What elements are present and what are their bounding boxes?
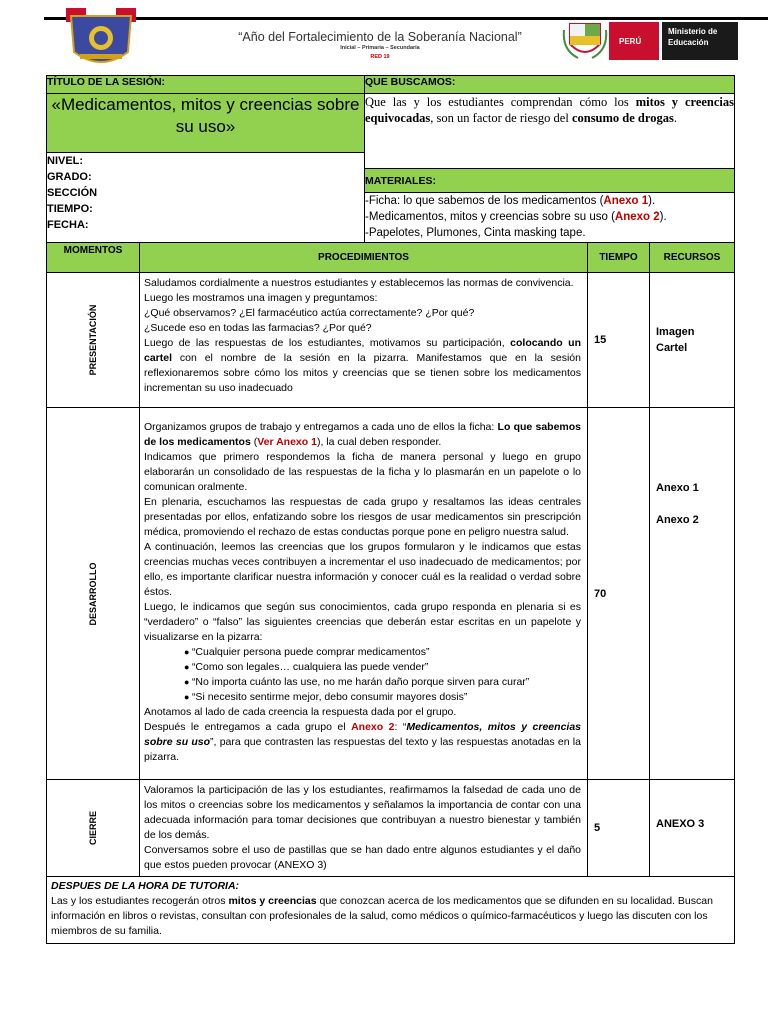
proc-text: A continuación, leemos las creencias que los grupos formularon y le indicamos que estas creencias muchas veces contribuyen a incrementar el uso inadecuado de medicamentos; por ello, es importante clarificar nuestra información y conocer cuál es la realidad o verdad sobre éstos.: [144, 541, 581, 598]
procedure-presentacion: [140, 273, 588, 408]
material-2: -Medicamentos, mitos y creencias sobre su uso (Anexo 2).: [365, 211, 667, 223]
resource-item: Anexo 2: [656, 514, 699, 526]
annex-1-ref: Anexo 1: [603, 195, 649, 207]
procedure-desarrollo: [140, 408, 588, 780]
time-cierre: 5: [588, 780, 650, 877]
ministry-line-1: Ministerio de: [668, 27, 718, 36]
annex-1-ref: Ver Anexo 1: [257, 436, 317, 448]
proc-text: ¿Sucede eso en todas las farmacias? ¿Por qué?: [144, 322, 372, 334]
education-levels: Inicial – Primaria – Secundaria: [340, 45, 420, 51]
phase-cierre: [47, 780, 140, 877]
resource-item: Cartel: [656, 342, 688, 354]
header-rule: [44, 17, 768, 20]
proc-text: Conversamos sobre el uso de pastillas que se han dado entre algunos estudiantes y el daño que estos pueden provocar (ANEXO 3): [144, 844, 581, 871]
peru-label: PERÚ: [609, 22, 659, 60]
proc-text: Saludamos cordialmente a nuestros estudiantes y establecemos las normas de convivencia.: [144, 277, 574, 289]
goal-label: QUE BUSCAMOS:: [365, 76, 735, 94]
after-text: Las y los estudiantes recogerán otros mitos y creencias que conozcan acerca de los medicamentos que se difunden en su localidad. Buscan información en libros o revistas, consultan con profesionales de la salud, como médicos o químico-farmacéuticos y luego las discuten con los miembros de su familia.: [51, 895, 713, 937]
field-tiempo: TIEMPO:: [47, 203, 93, 215]
session-title: «Medicamentos, mitos y creencias sobre su uso»: [47, 94, 365, 153]
title-label: TÍTULO DE LA SESIÓN:: [47, 76, 365, 94]
goal-emphasis-drugs: consumo de drogas: [571, 111, 674, 125]
procedure-cierre: [140, 780, 588, 877]
belief-item: ● “Como son legales… cualquiera las puede vender”: [184, 660, 581, 675]
after-tutoring: [47, 877, 735, 944]
material-1: -Ficha: lo que sabemos de los medicamentos (Anexo 1).: [365, 195, 656, 207]
after-heading: DESPUES DE LA HORA DE TUTORIA:: [51, 880, 240, 892]
phase-label: PRESENTACIÓN: [88, 304, 98, 376]
resources-desarrollo: [650, 408, 735, 780]
proc-text: Anotamos al lado de cada creencia la respuesta dada por el grupo.: [144, 706, 457, 718]
annex-2-ref: Anexo 2: [614, 211, 660, 223]
beliefs-list: [144, 645, 581, 705]
proc-text: Luego les mostramos una imagen y preguntamos:: [144, 292, 378, 304]
time-desarrollo: 70: [588, 408, 650, 780]
belief-item: ● “No importa cuánto las use, no me harán daño porque sirven para curar”: [184, 675, 581, 690]
goal-text: Que las y los estudiantes comprendan cómo los: [365, 95, 636, 109]
proc-text: Valoramos la participación de las y los estudiantes, reafirmamos la falsedad de cada uno de los mitos o creencias sobre los medicamentos y señalamos la importancia de contar con una adecuada información para tomar decisiones que contribuyan a nuestro bienestar y también de los demás.: [144, 784, 581, 841]
materials-list: [365, 193, 735, 243]
session-fields: [47, 153, 365, 243]
proc-text: Luego de las respuestas de los estudiantes, motivamos su participación, colocando un cartel con el nombre de la sesión en la pizarra. Manifestamos que en la sesión reflexionaremos sobre cómo los mitos y creencias que se tienen sobre los medicamentos incrementan su uso inadecuado: [144, 337, 582, 394]
header-motto-block: [200, 30, 560, 60]
belief-item: ● “Si necesito sentirme mejor, debo consumir mayores dosis”: [184, 690, 581, 705]
proc-text: En plenaria, escuchamos las respuestas de cada grupo y resaltamos las ideas centrales presentadas por ellos, enfatizando sobre los riesgos de usar medicamentos sin prescripción médica, promoviendo el rechazo de estas conductas porque pone en peligro nuestra salud.: [144, 496, 581, 538]
row-desarrollo: [47, 408, 735, 780]
field-nivel: NIVEL:: [47, 155, 84, 167]
session-table: [46, 75, 735, 944]
goal-text-2: , son un factor de riesgo del: [430, 111, 572, 125]
field-seccion: SECCIÓN: [47, 187, 98, 199]
proc-text: Indicamos que primero respondemos la ficha de manera personal y luego en grupo elaborarán un consolidado de las respuestas de la ficha y lo plasmarán en un papelote o lo comunican oralmente.: [144, 451, 581, 493]
phase-label: CIERRE: [88, 810, 98, 846]
annex-2-ref: Anexo 2: [351, 721, 395, 733]
col-procedures: PROCEDIMIENTOS: [140, 243, 588, 273]
session-goal: [365, 94, 735, 169]
materials-label: MATERIALES:: [365, 169, 735, 193]
col-time: TIEMPO: [588, 243, 650, 273]
row-presentacion: [47, 273, 735, 408]
time-presentacion: 15: [588, 273, 650, 408]
row-after-tutoring: [47, 877, 735, 944]
phase-presentacion: [47, 273, 140, 408]
col-moments: MOMENTOS: [47, 243, 140, 273]
goal-period: .: [673, 111, 677, 125]
resource-item: Imagen: [656, 326, 695, 338]
proc-text: Organizamos grupos de trabajo y entregamos a cada uno de ellos la ficha: Lo que sabemos de los medicamentos (Ver Anexo 1), la cual deben responder.: [144, 421, 582, 448]
resources-presentacion: [650, 273, 735, 408]
field-grado: GRADO:: [47, 171, 92, 183]
col-resources: RECURSOS: [650, 243, 735, 273]
phase-desarrollo: [47, 408, 140, 780]
resource-item: Anexo 1: [656, 482, 699, 494]
ministry-line-2: Educación: [668, 38, 709, 47]
proc-text: ¿Qué observamos? ¿El farmacéutico actúa correctamente? ¿Por qué?: [144, 307, 475, 319]
belief-item: ● “Cualquier persona puede comprar medicamentos”: [184, 645, 581, 660]
phase-label: DESARROLLO: [88, 562, 98, 625]
proc-text: Después le entregamos a cada grupo el Anexo 2: “Medicamentos, mitos y creencias sobre su uso”, para que contrasten las respuestas del texto y las respuestas anotadas en la pizarra.: [144, 721, 582, 763]
school-crest-icon: [66, 8, 136, 72]
ministry-label: [662, 22, 738, 60]
peru-shield-icon: [562, 20, 608, 62]
network-code: RED 19: [370, 54, 390, 60]
goal-emphasis-myths: mitos y creencias equivocadas: [365, 95, 735, 125]
row-cierre: [47, 780, 735, 877]
material-3: -Papelotes, Plumones, Cinta masking tape.: [365, 227, 586, 239]
proc-text: Luego, le indicamos que según sus conocimientos, cada grupo responda en plenaria si es “verdadero” o “falso” las siguientes creencias que deberán estar escritas en un papelote y visualizarse en la pizarra:: [144, 601, 581, 643]
national-motto: “Año del Fortalecimiento de la Soberanía Nacional”: [238, 30, 522, 44]
field-fecha: FECHA:: [47, 219, 89, 231]
resources-cierre: ANEXO 3: [650, 780, 735, 877]
